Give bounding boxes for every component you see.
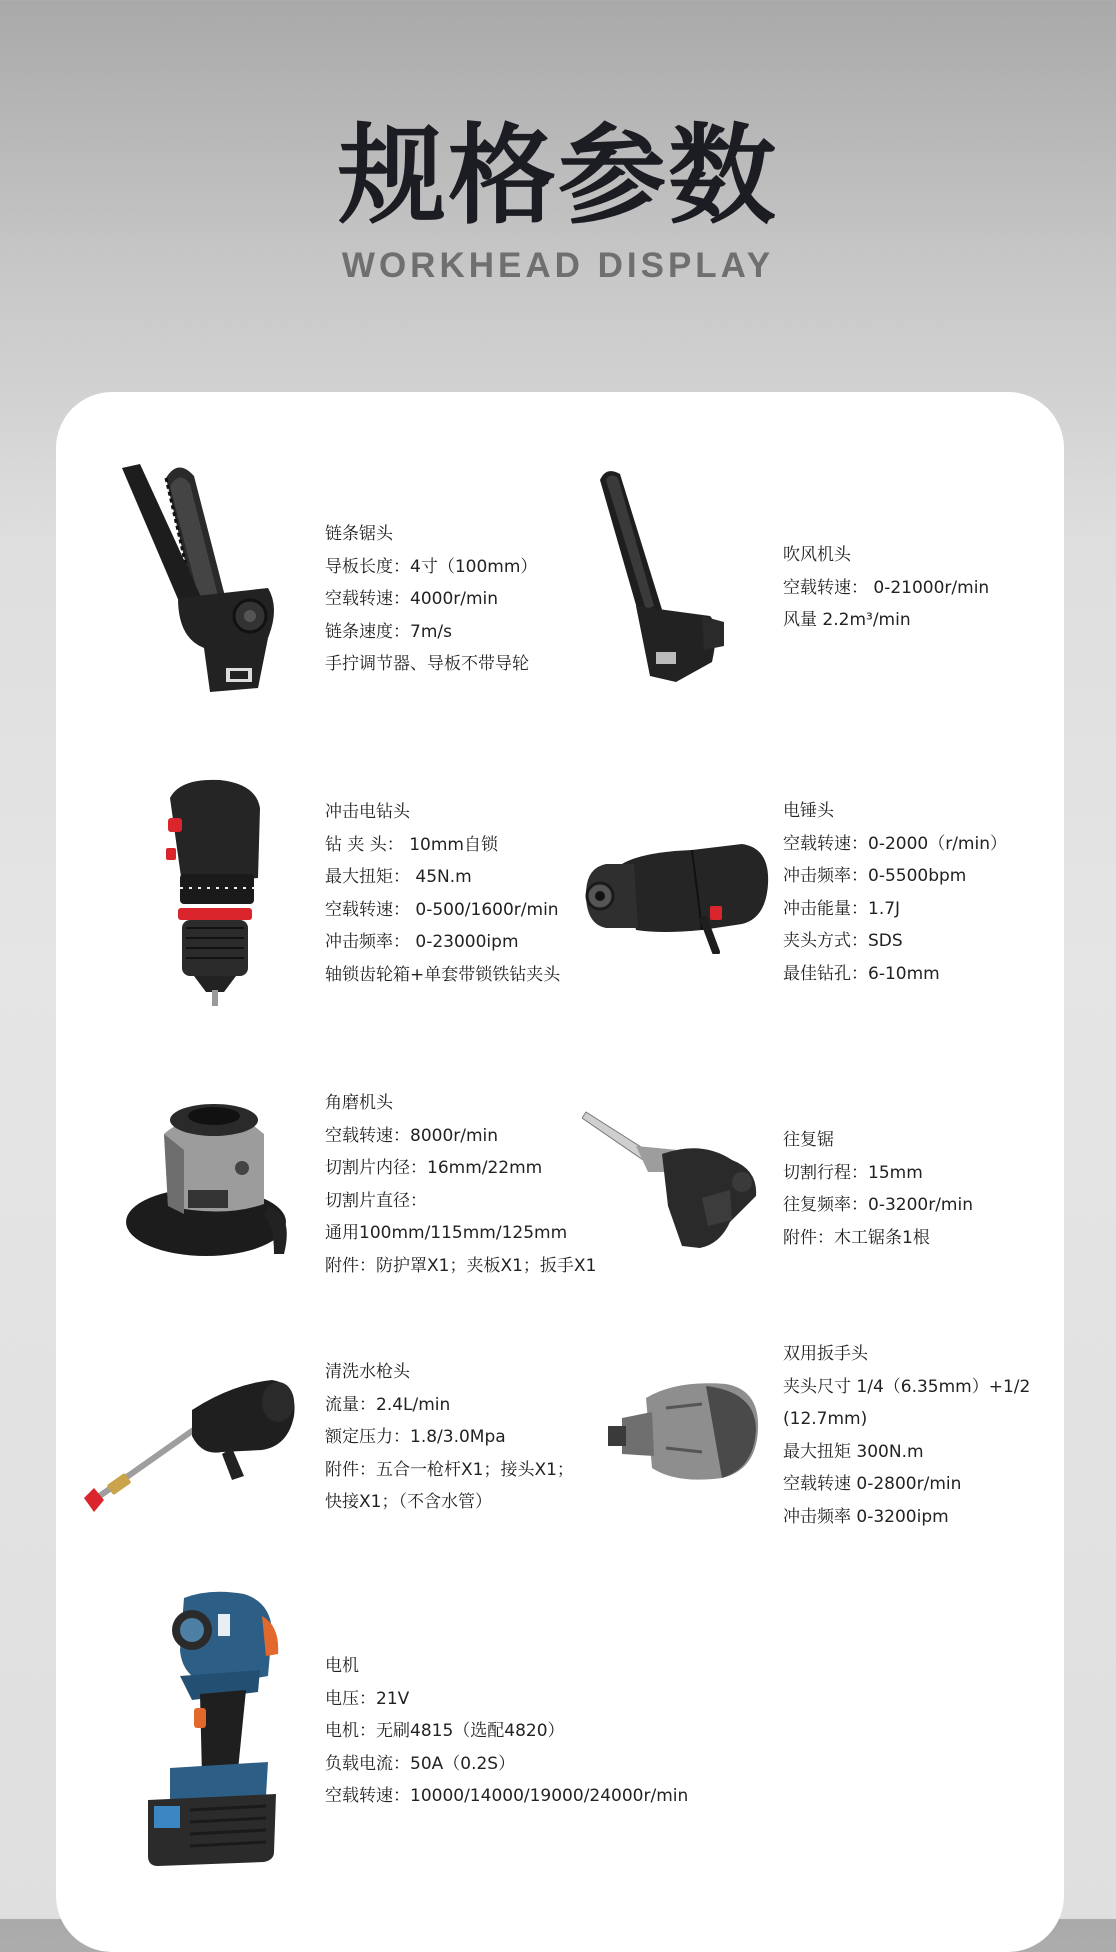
spec-line: 空载转速：10000/14000/19000/24000r/min <box>325 1786 689 1806</box>
product-name: 冲击电钻头 <box>325 802 410 822</box>
impact-wrench-head-icon <box>606 1378 762 1484</box>
product-name: 清洗水枪头 <box>325 1362 410 1382</box>
spec-line: 冲击频率：0-5500bpm <box>783 866 967 886</box>
product-name: 吹风机头 <box>783 545 851 565</box>
spec-line: 轴锁齿轮箱+单套带锁铁钻夹头 <box>325 964 561 985</box>
blower-head-icon <box>592 466 742 686</box>
spec-line: 空载转速 0-2800r/min <box>783 1474 962 1494</box>
spec-line: 空载转速： 0-500/1600r/min <box>325 899 559 920</box>
spec-line: (12.7mm) <box>783 1409 868 1429</box>
spec-line: 夹头尺寸 1/4（6.35mm）+1/2 <box>783 1376 1031 1397</box>
spec-line: 切割片内径：16mm/22mm <box>325 1158 543 1178</box>
spec-line: 冲击频率： 0-23000ipm <box>325 932 519 952</box>
page-subtitle: WORKHEAD DISPLAY <box>341 246 775 285</box>
spec-line: 钻 夹 头： 10mm自锁 <box>325 834 498 855</box>
spec-line: 冲击频率 0-3200ipm <box>783 1506 949 1527</box>
hammer-head-icon <box>582 834 772 954</box>
spec-line: 快接X1；（不含水管） <box>325 1492 492 1512</box>
spec-line: 最佳钻孔：6-10mm <box>783 963 940 984</box>
product-name: 双用扳手头 <box>783 1344 868 1364</box>
spec-line: 附件：防护罩X1；夹板X1；扳手X1 <box>325 1255 597 1276</box>
motor-body-icon <box>140 1590 290 1866</box>
spec-line: 手拧调节器、导板不带导轮 <box>325 654 529 674</box>
product-name: 往复锯 <box>783 1130 834 1150</box>
spec-line: 导板长度：4寸（100mm） <box>325 556 538 577</box>
spec-line: 负载电流：50A（0.2S） <box>325 1753 516 1774</box>
water-gun-head-icon <box>82 1376 300 1516</box>
spec-line: 空载转速： 0-21000r/min <box>783 577 990 598</box>
spec-line: 通用100mm/115mm/125mm <box>325 1223 568 1243</box>
spec-line: 电机：无刷4815（选配4820） <box>325 1721 565 1741</box>
spec-line: 最大扭矩： 45N.m <box>325 867 472 887</box>
chainsaw-head-icon <box>118 458 288 698</box>
spec-line: 额定压力：1.8/3.0Mpa <box>325 1427 506 1447</box>
spec-line: 附件：五合一枪杆X1；接头X1； <box>325 1459 574 1480</box>
spec-line: 空载转速：8000r/min <box>325 1125 499 1146</box>
impact-drill-head-icon <box>160 778 270 1008</box>
spec-line: 空载转速：4000r/min <box>325 589 499 609</box>
spec-line: 空载转速：0-2000（r/min） <box>783 833 1007 854</box>
spec-line: 最大扭矩 300N.m <box>783 1441 924 1462</box>
product-name: 角磨机头 <box>325 1093 393 1113</box>
product-name: 电锤头 <box>783 801 834 821</box>
page-title: 规格参数 <box>337 114 778 239</box>
spec-line: 夹头方式：SDS <box>783 931 903 951</box>
reciprocating-saw-head-icon <box>582 1110 762 1256</box>
spec-line: 流量：2.4L/min <box>325 1394 451 1415</box>
spec-line: 电压：21V <box>325 1688 410 1709</box>
spec-line: 风量 2.2m³/min <box>783 610 911 630</box>
spec-line: 冲击能量：1.7J <box>783 898 901 919</box>
spec-line: 往复频率：0-3200r/min <box>783 1195 973 1215</box>
spec-line: 切割片直径： <box>325 1190 427 1211</box>
product-name: 链条锯头 <box>325 524 393 544</box>
angle-grinder-head-icon <box>124 1094 294 1264</box>
spec-line: 链条速度：7m/s <box>325 621 452 642</box>
spec-line: 切割行程：15mm <box>783 1162 923 1183</box>
product-name: 电机 <box>325 1656 359 1676</box>
spec-line: 附件：木工锯条1根 <box>783 1227 930 1248</box>
